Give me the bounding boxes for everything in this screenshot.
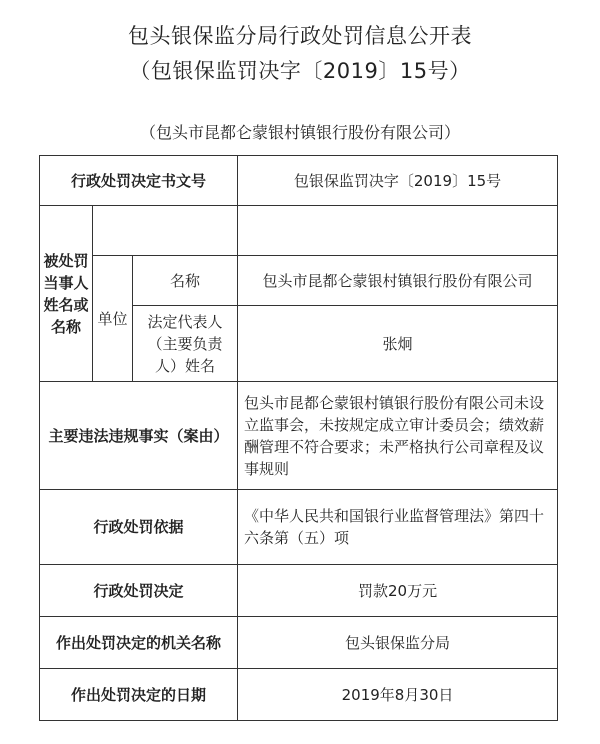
table-row: [40, 382, 558, 490]
basis-value: 《中华人民共和国银行业监督管理法》第四十六条第（五）项: [238, 490, 558, 565]
authority-value: 包头银保监分局: [238, 617, 558, 669]
doc-no-label: 行政处罚决定书文号: [40, 156, 238, 206]
name-value: 包头市昆都仑蒙银村镇银行股份有限公司: [238, 256, 558, 306]
name-label: 名称: [133, 256, 238, 306]
rep-label: 法定代表人（主要负责人）姓名: [133, 306, 238, 382]
table-row: [40, 617, 558, 669]
decision-value: 罚款20万元: [238, 565, 558, 617]
empty-cell: [238, 206, 558, 256]
facts-value: 包头市昆都仑蒙银村镇银行股份有限公司未设立监事会，未按规定成立审计委员会；绩效薪酬管理不符合要求；未严格执行公司章程及议事规则: [238, 382, 558, 490]
date-label: 作出处罚决定的日期: [40, 669, 238, 721]
page-subtitle: （包银保监罚决字〔2019〕15号）: [129, 59, 471, 83]
table-row: [40, 490, 558, 565]
table-row: [40, 256, 558, 306]
party-label: 被处罚当事人姓名或名称: [40, 206, 93, 382]
table-row: [40, 565, 558, 617]
entity-name: （包头市昆都仑蒙银村镇银行股份有限公司）: [139, 123, 460, 142]
facts-label: 主要违法违规事实（案由）: [40, 382, 238, 490]
doc-no-value: 包银保监罚决字〔2019〕15号: [238, 156, 558, 206]
page-title: 包头银保监分局行政处罚信息公开表: [128, 24, 472, 48]
unit-label: 单位: [93, 256, 133, 382]
decision-label: 行政处罚决定: [40, 565, 238, 617]
date-value: 2019年8月30日: [238, 669, 558, 721]
penalty-table: [39, 155, 558, 721]
table-row: [40, 156, 558, 206]
rep-value: 张炯: [238, 306, 558, 382]
basis-label: 行政处罚依据: [40, 490, 238, 565]
table-row: [40, 206, 558, 256]
authority-label: 作出处罚决定的机关名称: [40, 617, 238, 669]
empty-cell: [93, 206, 238, 256]
table-row: [40, 669, 558, 721]
